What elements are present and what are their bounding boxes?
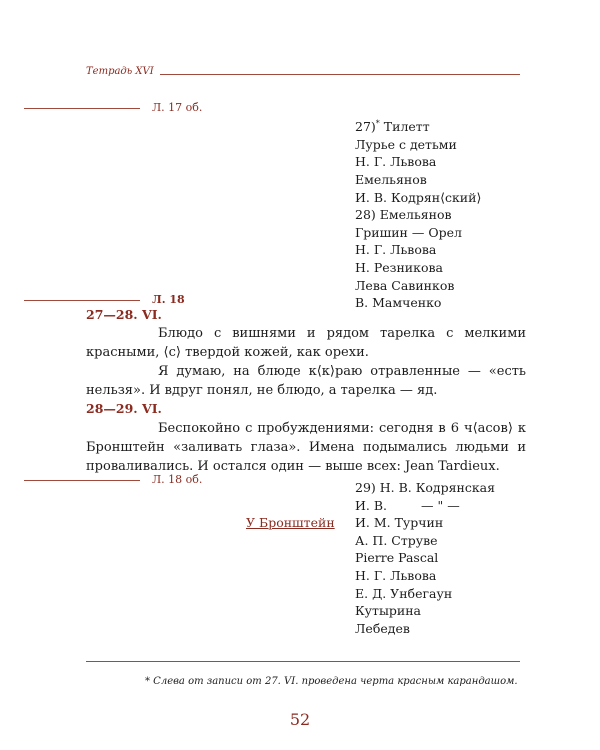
sheet-rule: [24, 108, 140, 109]
list-item: И. В. Кодрян⟨ский⟩: [355, 189, 482, 205]
entry-text: [86, 324, 526, 400]
sheet-rule: [24, 480, 140, 481]
list-item: 28) Емельянов: [355, 207, 452, 223]
sheet-label: Л. 18: [152, 293, 185, 306]
side-note: У Бронштейн: [246, 515, 335, 530]
footnote: * Слева от записи от 27. VI. проведена черта красным карандашом.: [145, 676, 518, 687]
list-item: В. Мамченко: [355, 295, 442, 311]
entry-text: [86, 419, 526, 476]
list-item: Лурье с детьми: [355, 136, 457, 152]
list-item: Pierre Pascal: [355, 550, 439, 566]
list-item: 29) Н. В. Кодрянская: [355, 480, 496, 495]
sheet-rule: [24, 300, 140, 301]
running-header: Тетрадь XVI: [86, 66, 154, 77]
list-item: И. М. Турчин: [355, 515, 444, 531]
entry-date: 27—28. VI.: [86, 307, 162, 322]
entry-date: 28—29. VI.: [86, 401, 162, 416]
list-item: И. В. — " —: [355, 497, 460, 513]
sheet-label: Л. 18 об.: [152, 473, 203, 486]
footnote-rule: [86, 661, 520, 662]
header-rule: [160, 74, 520, 75]
list-item: Кутырина: [355, 603, 422, 619]
list-item: Н. Г. Львова: [355, 242, 437, 258]
list-item: 27)* Тилетт: [355, 119, 430, 135]
list-item: Лебедев: [355, 620, 410, 636]
footnote-marker: *: [375, 119, 380, 128]
ditto-mark: — " —: [421, 497, 460, 513]
paragraph: Блюдо с вишнями и рядом тарелка с мелкими красными, ⟨с⟩ твердой кожей, как орехи.: [86, 326, 526, 360]
list-item: Н. Г. Львова: [355, 154, 437, 170]
names-list: [355, 479, 495, 637]
list-item: Лева Савинков: [355, 277, 455, 293]
names-list: [355, 115, 481, 312]
list-item: Н. Резникова: [355, 259, 443, 275]
paragraph: Беспокойно с пробуждениями: сегодня в 6 ч⟨асов⟩ к Бронштейн «заливать глаза». Имена подымались людьми и проваливались. И остался один — выше всех: Jean Tardieux.: [86, 421, 526, 474]
list-item: Гришин — Орел: [355, 224, 462, 240]
sheet-label: Л. 17 об.: [152, 101, 203, 114]
list-item: А. П. Струве: [355, 532, 438, 548]
list-item: Н. Г. Львова: [355, 567, 437, 583]
page-number: 52: [289, 710, 311, 729]
paragraph: Я думаю, на блюде к⟨к⟩раю отравленные — «есть нельзя». И вдруг понял, не блюдо, а тарелка — яд.: [86, 364, 526, 398]
list-item: Емельянов: [355, 171, 427, 187]
list-item: Е. Д. Унбегаун: [355, 585, 453, 601]
